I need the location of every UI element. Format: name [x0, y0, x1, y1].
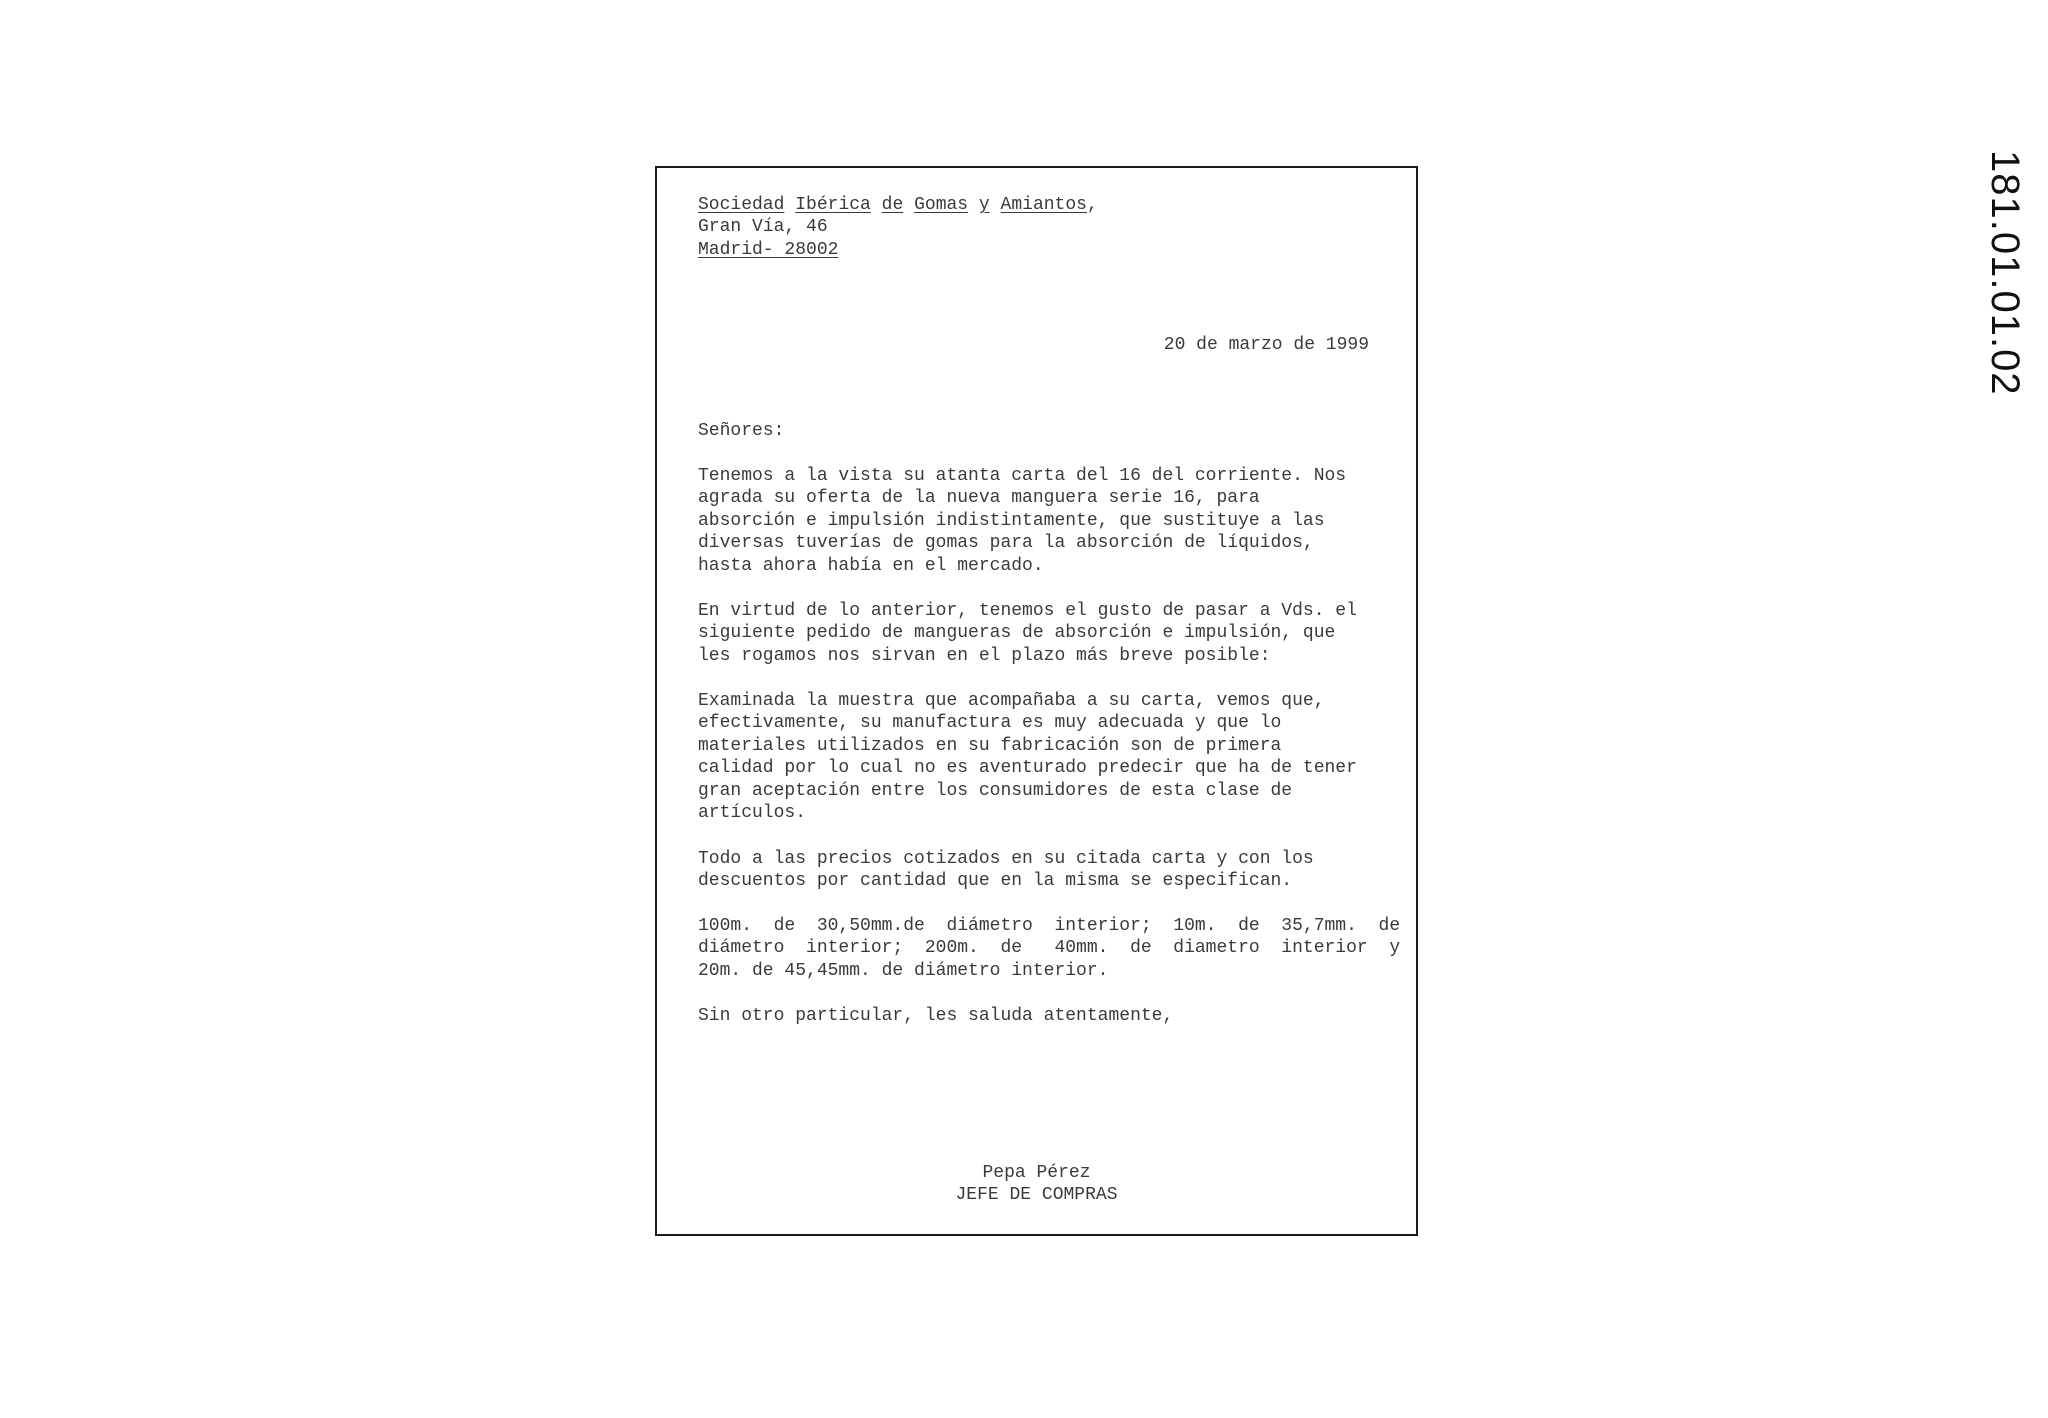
letter-date: 20 de marzo de 1999	[1163, 335, 1369, 355]
paragraph-line: siguiente pedido de mangueras de absorción e impulsión, que	[698, 623, 1336, 644]
letter-greeting: Señores:	[698, 421, 785, 441]
paragraph-line: diversas tuverías de gomas para la absorción de líquidos,	[698, 533, 1314, 554]
recipient-word: de	[881, 195, 904, 215]
paragraph-line: calidad por lo cual no es aventurado predecir que ha de tener	[698, 758, 1357, 779]
paragraph-line: materiales utilizados en su fabricación son de primera	[698, 735, 1282, 756]
letter-page	[655, 166, 1418, 1236]
paragraph-line: efectivamente, su manufactura es muy adecuada y que lo	[698, 713, 1282, 734]
recipient-comma: ,	[1086, 195, 1098, 215]
recipient-word: Ibérica	[795, 195, 871, 215]
recipient-word: y	[978, 195, 990, 215]
signature-name: Pepa Pérez	[982, 1163, 1091, 1183]
paragraph-line: diámetro interior; 200m. de 40mm. de diametro interior y	[698, 938, 1401, 959]
letter-paragraph-order-list	[698, 915, 1401, 982]
document-code: 181.01.01.02	[1983, 150, 2027, 396]
letter-paragraph-1	[698, 465, 1378, 577]
paragraph-line: agrada su oferta de la nueva manguera serie 16, para	[698, 488, 1260, 509]
recipient-address	[698, 194, 1378, 261]
recipient-word: Amiantos	[1000, 195, 1087, 215]
paragraph-line: absorción e impulsión indistintamente, que sustituye a las	[698, 510, 1325, 531]
paragraph-line: les rogamos nos sirvan en el plazo más breve posible:	[698, 645, 1271, 666]
paragraph-line: 100m. de 30,50mm.de diámetro interior; 10m. de 35,7mm. de	[698, 916, 1401, 936]
paragraph-line: Tenemos a la vista su atanta carta del 16 del corriente. Nos	[698, 466, 1347, 486]
letter-closing: Sin otro particular, les saluda atentamente,	[698, 1006, 1174, 1026]
paragraph-line: artículos.	[698, 803, 807, 824]
paragraph-line: descuentos por cantidad que en la misma se especifican.	[698, 871, 1293, 892]
recipient-word: Gomas	[914, 195, 969, 215]
paragraph-line: gran aceptación entre los consumidores de esta clase de	[698, 780, 1293, 801]
recipient-city: Madrid- 28002	[698, 239, 839, 260]
signature-title: JEFE DE COMPRAS	[955, 1185, 1118, 1206]
paragraph-line: En virtud de lo anterior, tenemos el gusto de pasar a Vds. el	[698, 601, 1357, 621]
signature-block	[657, 1162, 1416, 1207]
recipient-company-line	[698, 194, 1378, 216]
letter-paragraph-4	[698, 848, 1378, 893]
paragraph-line: Examinada la muestra que acompañaba a su carta, vemos que,	[698, 691, 1325, 711]
recipient-word: Sociedad	[698, 195, 785, 215]
paragraph-line: 20m. de 45,45mm. de diámetro interior.	[698, 960, 1109, 981]
letter-paragraph-3	[698, 690, 1378, 824]
paragraph-line: hasta ahora había en el mercado.	[698, 555, 1044, 576]
paragraph-line: Todo a las precios cotizados en su citada carta y con los	[698, 849, 1314, 869]
letter-paragraph-2	[698, 600, 1378, 667]
recipient-street: Gran Vía, 46	[698, 217, 828, 238]
